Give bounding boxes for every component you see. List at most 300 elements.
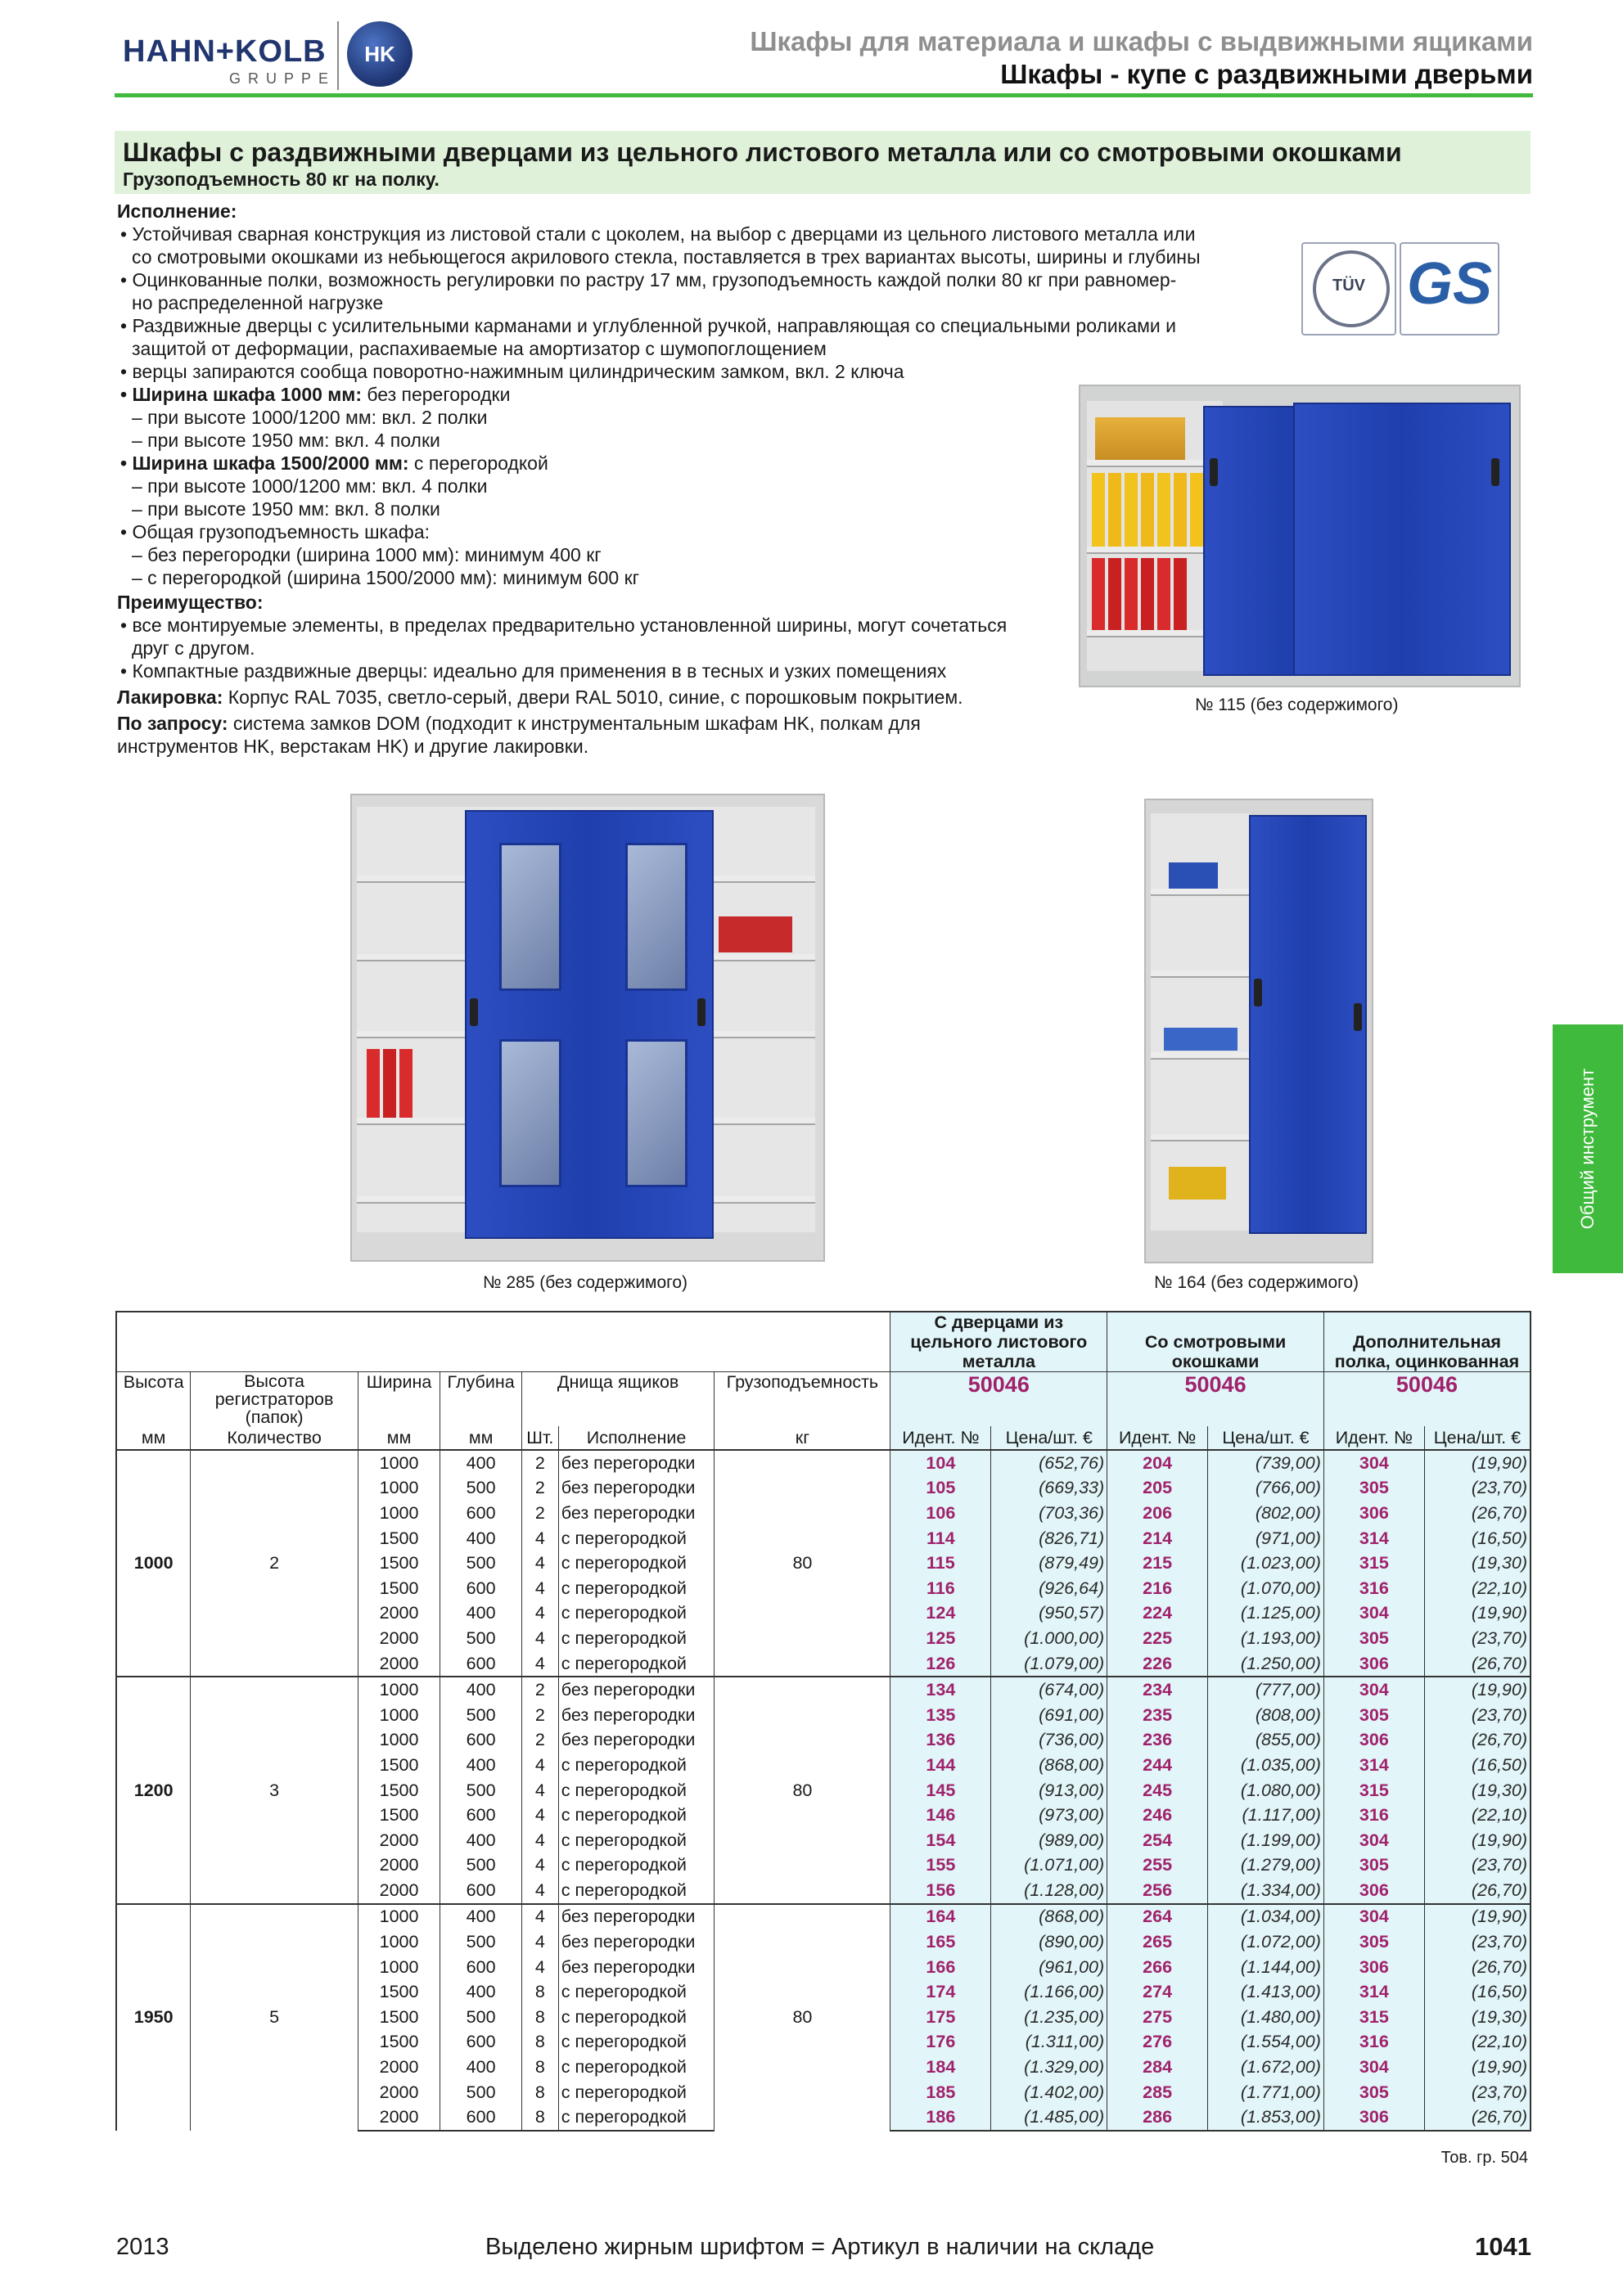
cell-price-window: (1.034,00) [1208,1904,1324,1930]
cell-drawers: 2 [521,1677,558,1703]
cell-price-window: (777,00) [1208,1677,1324,1703]
cell-depth: 600 [440,1878,522,1904]
cell-id-window: 214 [1107,1526,1208,1551]
bullet-width-1000 [117,383,1238,406]
cell-id-shelf: 306 [1323,1728,1424,1754]
unit-mm-width: мм [358,1426,440,1450]
cell-execution: с перегородкой [558,1979,715,2005]
article-number-window: 50046 [1107,1372,1324,1427]
bullet-construction: • Устойчивая сварная конструкция из листовой стали с цоколем, на выбор с дверцами из цельного листового металла или [120,223,1196,245]
unit-kg: кг [715,1426,890,1450]
cell-execution: с перегородкой [558,1778,715,1803]
cell-id-window: 225 [1107,1626,1208,1651]
cell-width: 2000 [358,1853,440,1879]
cell-id-solid: 115 [890,1551,991,1576]
cell-id-window: 245 [1107,1778,1208,1803]
cell-price-shelf: (26,70) [1424,1878,1531,1904]
cell-width: 2000 [358,1878,440,1904]
price-table [115,1311,1531,2132]
cell-price-solid: (691,00) [991,1703,1107,1728]
cell-width: 1000 [358,1476,440,1501]
cell-price-window: (1.853,00) [1208,2105,1324,2131]
cell-drawers: 2 [521,1728,558,1754]
cell-id-solid: 174 [890,1979,991,2005]
unit-price-window: Цена/шт. € [1208,1426,1324,1450]
cell-drawers: 4 [521,1929,558,1955]
cell-drawers: 4 [521,1803,558,1828]
cell-id-solid: 124 [890,1601,991,1627]
bullet-lock: • верцы запираются сообща поворотно-нажимным цилиндрическим замком, вкл. 2 ключа [120,361,904,382]
cell-depth: 600 [440,2105,522,2131]
cell-id-shelf: 316 [1323,2030,1424,2055]
cell-id-solid: 105 [890,1476,991,1501]
col-height: Высота [116,1372,191,1427]
cell-id-shelf: 304 [1323,1677,1424,1703]
cell-id-solid: 106 [890,1501,991,1526]
logo-divider [337,21,339,90]
cell-folders: 3 [191,1677,358,1903]
cell-price-window: (855,00) [1208,1728,1324,1754]
width-1000-label: • Ширина шкафа 1000 мм: [120,384,362,405]
cell-id-solid: 126 [890,1651,991,1677]
cell-width: 1000 [358,1955,440,1980]
cell-price-solid: (703,36) [991,1501,1107,1526]
cell-id-solid: 165 [890,1929,991,1955]
cell-id-window: 246 [1107,1803,1208,1828]
request-line-cont: инструментов HK, верстакам HK) и другие лакировки. [117,736,589,757]
cell-id-window: 284 [1107,2055,1208,2080]
header-spacer [116,1312,890,1372]
cell-depth: 400 [440,2055,522,2080]
cell-width: 1500 [358,2005,440,2030]
cell-execution: с перегородкой [558,1551,715,1576]
cell-execution: с перегородкой [558,2080,715,2105]
cell-price-shelf: (19,90) [1424,1677,1531,1703]
advantage-compact: • Компактные раздвижные дверцы: идеально для применения в в тесных и узких помещениях [120,660,947,682]
bullet-doors: • Раздвижные дверцы с усилительными карманами и углубленной ручкой, направляющая со специальными роликами и [120,315,1177,336]
cell-execution: с перегородкой [558,1803,715,1828]
cell-depth: 400 [440,1979,522,2005]
cell-price-window: (1.117,00) [1208,1803,1324,1828]
cell-execution: без перегородки [558,1501,715,1526]
cell-width: 1500 [358,2030,440,2055]
article-number-shelf: 50046 [1323,1372,1531,1427]
cell-id-shelf: 315 [1323,1551,1424,1576]
gs-text: GS [1406,251,1493,317]
cell-id-solid: 135 [890,1703,991,1728]
cell-height: 1000 [116,1450,191,1677]
advantage-combine-cont: друг с другом. [132,637,255,659]
cell-id-window: 266 [1107,1955,1208,1980]
caption-164: № 164 (без содержимого) [1154,1273,1359,1292]
caption-115: № 115 (без содержимого) [1195,696,1399,714]
cell-drawers: 2 [521,1476,558,1501]
cell-execution: с перегородкой [558,1878,715,1904]
cell-price-shelf: (22,10) [1424,1576,1531,1601]
product-title-band [115,131,1531,194]
product-subtitle: Грузоподъемность 80 кг на полку. [123,169,440,190]
cell-price-window: (1.080,00) [1208,1778,1324,1803]
cell-id-shelf: 304 [1323,1601,1424,1627]
group-header-solid: С дверцами из цельного листового металла [890,1312,1107,1372]
cell-execution: без перегородки [558,1703,715,1728]
cell-width: 1000 [358,1929,440,1955]
cell-width: 1500 [358,1803,440,1828]
cell-id-shelf: 305 [1323,2080,1424,2105]
bullet-width-1500 [117,452,1238,475]
request-text: система замков DOM (подходит к инструментальным шкафам HK, полкам для [228,713,921,734]
cell-price-shelf: (26,70) [1424,2105,1531,2131]
cell-price-shelf: (26,70) [1424,1728,1531,1754]
cell-id-solid: 186 [890,2105,991,2131]
cell-price-solid: (1.485,00) [991,2105,1107,2131]
company-logo [115,16,417,90]
cell-id-window: 215 [1107,1551,1208,1576]
cell-drawers: 2 [521,1703,558,1728]
cell-price-window: (1.193,00) [1208,1626,1324,1651]
cell-drawers: 4 [521,1753,558,1778]
cell-price-window: (1.072,00) [1208,1929,1324,1955]
cell-depth: 500 [440,1853,522,1879]
caption-285: № 285 (без содержимого) [483,1273,688,1292]
cell-price-window: (1.035,00) [1208,1753,1324,1778]
cell-width: 1000 [358,1703,440,1728]
cell-price-solid: (736,00) [991,1728,1107,1754]
cell-id-window: 226 [1107,1651,1208,1677]
cell-price-solid: (1.071,00) [991,1853,1107,1879]
cell-price-solid: (890,00) [991,1929,1107,1955]
cell-id-shelf: 315 [1323,2005,1424,2030]
cell-price-shelf: (19,90) [1424,1828,1531,1853]
cell-id-window: 254 [1107,1828,1208,1853]
execution-heading: Исполнение: [117,200,237,222]
cell-price-solid: (973,00) [991,1803,1107,1828]
width-1500-sub2: – при высоте 1950 мм: вкл. 8 полки [132,498,440,520]
cell-price-window: (1.023,00) [1208,1551,1324,1576]
cell-price-window: (766,00) [1208,1476,1324,1501]
cell-execution: с перегородкой [558,1651,715,1677]
cabinet-image-285 [350,794,825,1262]
cell-depth: 500 [440,1476,522,1501]
cell-depth: 600 [440,1501,522,1526]
cell-load: 80 [715,1904,890,2131]
table-row [116,1677,1531,1703]
cell-id-window: 286 [1107,2105,1208,2131]
cell-price-window: (971,00) [1208,1526,1324,1551]
cell-price-shelf: (19,90) [1424,2055,1531,2080]
col-width: Ширина [358,1372,440,1427]
cell-width: 2000 [358,2080,440,2105]
cell-drawers: 8 [521,1979,558,2005]
product-description [117,200,1238,758]
bullet-shelves-cont: но распределенной нагрузке [132,292,384,313]
cell-depth: 600 [440,1728,522,1754]
cell-folders: 2 [191,1450,358,1677]
cell-id-shelf: 306 [1323,1501,1424,1526]
cell-id-solid: 176 [890,2030,991,2055]
cell-price-shelf: (23,70) [1424,1476,1531,1501]
cell-price-window: (1.250,00) [1208,1651,1324,1677]
cell-price-solid: (1.329,00) [991,2055,1107,2080]
cell-id-window: 216 [1107,1576,1208,1601]
cell-price-solid: (1.235,00) [991,2005,1107,2030]
cell-price-solid: (826,71) [991,1526,1107,1551]
cell-price-shelf: (26,70) [1424,1955,1531,1980]
cell-drawers: 4 [521,1878,558,1904]
cell-depth: 600 [440,2030,522,2055]
certification-logos [1301,242,1498,332]
cell-price-window: (1.334,00) [1208,1878,1324,1904]
cell-execution: без перегородки [558,1476,715,1501]
cell-drawers: 4 [521,1601,558,1627]
cell-id-window: 206 [1107,1501,1208,1526]
cell-price-solid: (1.128,00) [991,1878,1107,1904]
request-line [117,712,1238,735]
cell-price-solid: (1.166,00) [991,1979,1107,2005]
cell-depth: 500 [440,1551,522,1576]
page-number: 1041 [1475,2232,1531,2261]
cell-id-shelf: 305 [1323,1929,1424,1955]
cell-load: 80 [715,1677,890,1903]
logo-subtitle: GRUPPE [229,70,336,87]
col-load: Грузоподъемность [715,1372,890,1427]
cell-execution: с перегородкой [558,1828,715,1853]
cell-depth: 400 [440,1601,522,1627]
unit-price-shelf: Цена/шт. € [1424,1426,1531,1450]
cell-execution: с перегородкой [558,1601,715,1627]
cell-depth: 600 [440,1803,522,1828]
cell-id-solid: 146 [890,1803,991,1828]
cell-id-window: 276 [1107,2030,1208,2055]
cell-id-solid: 166 [890,1955,991,1980]
cell-id-window: 255 [1107,1853,1208,1879]
cell-depth: 400 [440,1450,522,1476]
cell-drawers: 4 [521,1551,558,1576]
cell-execution: с перегородкой [558,1526,715,1551]
section-side-tab [1553,1024,1623,1273]
cell-id-shelf: 306 [1323,1878,1424,1904]
cell-price-solid: (1.402,00) [991,2080,1107,2105]
cell-id-window: 235 [1107,1703,1208,1728]
cell-price-shelf: (22,10) [1424,1803,1531,1828]
cell-id-shelf: 304 [1323,2055,1424,2080]
cell-price-window: (1.554,00) [1208,2030,1324,2055]
cell-id-window: 265 [1107,1929,1208,1955]
width-1000-sub2: – при высоте 1950 мм: вкл. 4 полки [132,430,440,451]
cell-drawers: 8 [521,2030,558,2055]
cell-drawers: 4 [521,1576,558,1601]
cell-price-solid: (961,00) [991,1955,1107,1980]
total-load-sub2: – с перегородкой (ширина 1500/2000 мм): минимум 600 кг [132,567,640,588]
cell-price-shelf: (16,50) [1424,1526,1531,1551]
advantage-heading: Преимущество: [117,592,264,613]
width-1500-sub1: – при высоте 1000/1200 мм: вкл. 4 полки [132,475,488,497]
cell-execution: без перегородки [558,1677,715,1703]
cell-price-window: (1.199,00) [1208,1828,1324,1853]
unit-pieces: Шт. [521,1426,558,1450]
cell-price-shelf: (19,90) [1424,1450,1531,1476]
cell-price-shelf: (23,70) [1424,1853,1531,1879]
cell-folders: 5 [191,1904,358,2131]
footer-year: 2013 [116,2234,169,2260]
cell-depth: 400 [440,1904,522,1930]
cell-drawers: 4 [521,1904,558,1930]
cell-depth: 500 [440,1929,522,1955]
cell-id-shelf: 304 [1323,1450,1424,1476]
article-number-solid: 50046 [890,1372,1107,1427]
width-1000-sub1: – при высоте 1000/1200 мм: вкл. 2 полки [132,407,488,428]
cell-id-window: 234 [1107,1677,1208,1703]
cell-id-window: 285 [1107,2080,1208,2105]
cell-price-shelf: (23,70) [1424,2080,1531,2105]
cell-id-shelf: 314 [1323,1753,1424,1778]
unit-execution: Исполнение [558,1426,715,1450]
cell-width: 1500 [358,1576,440,1601]
cell-id-shelf: 306 [1323,1651,1424,1677]
cell-width: 1500 [358,1778,440,1803]
cell-depth: 500 [440,1626,522,1651]
cell-price-solid: (950,57) [991,1601,1107,1627]
footer-note: Выделено жирным шрифтом = Артикул в наличии на складе [485,2234,1155,2260]
cell-price-window: (1.672,00) [1208,2055,1324,2080]
cell-price-shelf: (26,70) [1424,1651,1531,1677]
hk-emblem-icon: HK [347,21,413,87]
group-header-shelf: Дополнительная полка, оцинкованная [1323,1312,1531,1372]
cell-execution: с перегородкой [558,1853,715,1879]
col-depth: Глубина [440,1372,522,1427]
cell-width: 2000 [358,1626,440,1651]
cell-id-window: 224 [1107,1601,1208,1627]
cell-width: 2000 [358,1601,440,1627]
cell-id-solid: 114 [890,1526,991,1551]
bullet-construction-cont: со смотровыми окошками из небьющегося акрилового стекла, поставляется в трех вариантах высоты, ширины и глубины [132,246,1201,268]
cell-width: 1500 [358,1979,440,2005]
cell-id-window: 256 [1107,1878,1208,1904]
cell-depth: 500 [440,2005,522,2030]
cell-width: 1000 [358,1501,440,1526]
cell-drawers: 4 [521,1828,558,1853]
advantage-combine: • все монтируемые элементы, в пределах предварительно установленной ширины, могут сочетаться [120,615,1008,636]
cell-id-window: 275 [1107,2005,1208,2030]
cell-id-solid: 184 [890,2055,991,2080]
cell-price-solid: (1.079,00) [991,1651,1107,1677]
cell-price-solid: (926,64) [991,1576,1107,1601]
bullet-total-load: • Общая грузоподъемность шкафа: [120,521,431,542]
cell-id-solid: 175 [890,2005,991,2030]
cell-execution: без перегородки [558,1955,715,1980]
cell-depth: 600 [440,1651,522,1677]
cell-id-shelf: 306 [1323,2105,1424,2131]
cell-execution: без перегородки [558,1450,715,1476]
cell-price-window: (1.144,00) [1208,1955,1324,1980]
cell-id-solid: 125 [890,1626,991,1651]
cell-id-shelf: 314 [1323,1979,1424,2005]
cell-price-solid: (868,00) [991,1904,1107,1930]
paint-text: Корпус RAL 7035, светло-серый, двери RAL 5010, синие, с порошковым покрытием. [223,687,963,708]
bullet-doors-cont: защитой от деформации, распахиваемые на амортизатор с шумопоглощением [132,338,827,359]
width-1500-text: с перегородкой [408,452,548,474]
cell-width: 1500 [358,1551,440,1576]
unit-mm-depth: мм [440,1426,522,1450]
cell-id-shelf: 305 [1323,1703,1424,1728]
cell-drawers: 8 [521,2005,558,2030]
cell-drawers: 4 [521,1853,558,1879]
unit-id-shelf: Идент. № [1323,1426,1424,1450]
cell-id-solid: 144 [890,1753,991,1778]
cell-drawers: 4 [521,1526,558,1551]
cell-width: 1000 [358,1450,440,1476]
cell-id-window: 244 [1107,1753,1208,1778]
cell-drawers: 4 [521,1626,558,1651]
cell-width: 1000 [358,1904,440,1930]
table-row [116,1450,1531,1476]
cell-price-window: (1.125,00) [1208,1601,1324,1627]
cell-width: 2000 [358,2055,440,2080]
cell-drawers: 8 [521,2080,558,2105]
cell-execution: с перегородкой [558,2055,715,2080]
cell-id-shelf: 304 [1323,1904,1424,1930]
cell-execution: без перегородки [558,1904,715,1930]
category-heading: Шкафы для материала и шкафы с выдвижными ящиками [750,26,1533,56]
tuv-logo-icon [1301,242,1396,335]
cell-id-shelf: 316 [1323,1803,1424,1828]
cell-id-solid: 156 [890,1878,991,1904]
cell-id-shelf: 304 [1323,1828,1424,1853]
width-1000-text: без перегородки [361,384,511,405]
cell-drawers: 8 [521,2055,558,2080]
cell-id-shelf: 305 [1323,1853,1424,1879]
cell-id-solid: 155 [890,1853,991,1879]
cell-width: 2000 [358,2105,440,2131]
cell-price-shelf: (19,30) [1424,1778,1531,1803]
cell-execution: без перегородки [558,1728,715,1754]
header-rule [115,93,1533,97]
cell-price-shelf: (19,30) [1424,1551,1531,1576]
cell-id-shelf: 305 [1323,1476,1424,1501]
cell-id-window: 264 [1107,1904,1208,1930]
cell-id-window: 204 [1107,1450,1208,1476]
cell-drawers: 4 [521,1778,558,1803]
cell-id-shelf: 306 [1323,1955,1424,1980]
cell-id-solid: 154 [890,1828,991,1853]
product-group: Тов. гр. 504 [1440,2149,1528,2167]
cell-width: 2000 [358,1651,440,1677]
request-label: По запросу: [117,713,228,734]
table-row [116,1904,1531,1930]
group-header-window: Со смотровыми окошками [1107,1312,1324,1372]
cell-price-shelf: (23,70) [1424,1703,1531,1728]
cell-price-shelf: (19,30) [1424,2005,1531,2030]
cell-price-window: (1.480,00) [1208,2005,1324,2030]
cell-id-solid: 116 [890,1576,991,1601]
cell-price-window: (739,00) [1208,1450,1324,1476]
cell-width: 2000 [358,1828,440,1853]
cell-id-solid: 185 [890,2080,991,2105]
cabinet-image-115 [1079,385,1521,687]
unit-id-window: Идент. № [1107,1426,1208,1450]
cell-depth: 600 [440,1955,522,1980]
cell-price-shelf: (23,70) [1424,1626,1531,1651]
cell-id-shelf: 316 [1323,1576,1424,1601]
cell-execution: с перегородкой [558,1626,715,1651]
cell-id-solid: 134 [890,1677,991,1703]
cell-price-solid: (879,49) [991,1551,1107,1576]
col-folder-height: Высота регистраторов (папок) [191,1372,358,1427]
cell-depth: 500 [440,2080,522,2105]
cell-id-solid: 136 [890,1728,991,1754]
cell-execution: с перегородкой [558,2105,715,2131]
cell-execution: без перегородки [558,1929,715,1955]
